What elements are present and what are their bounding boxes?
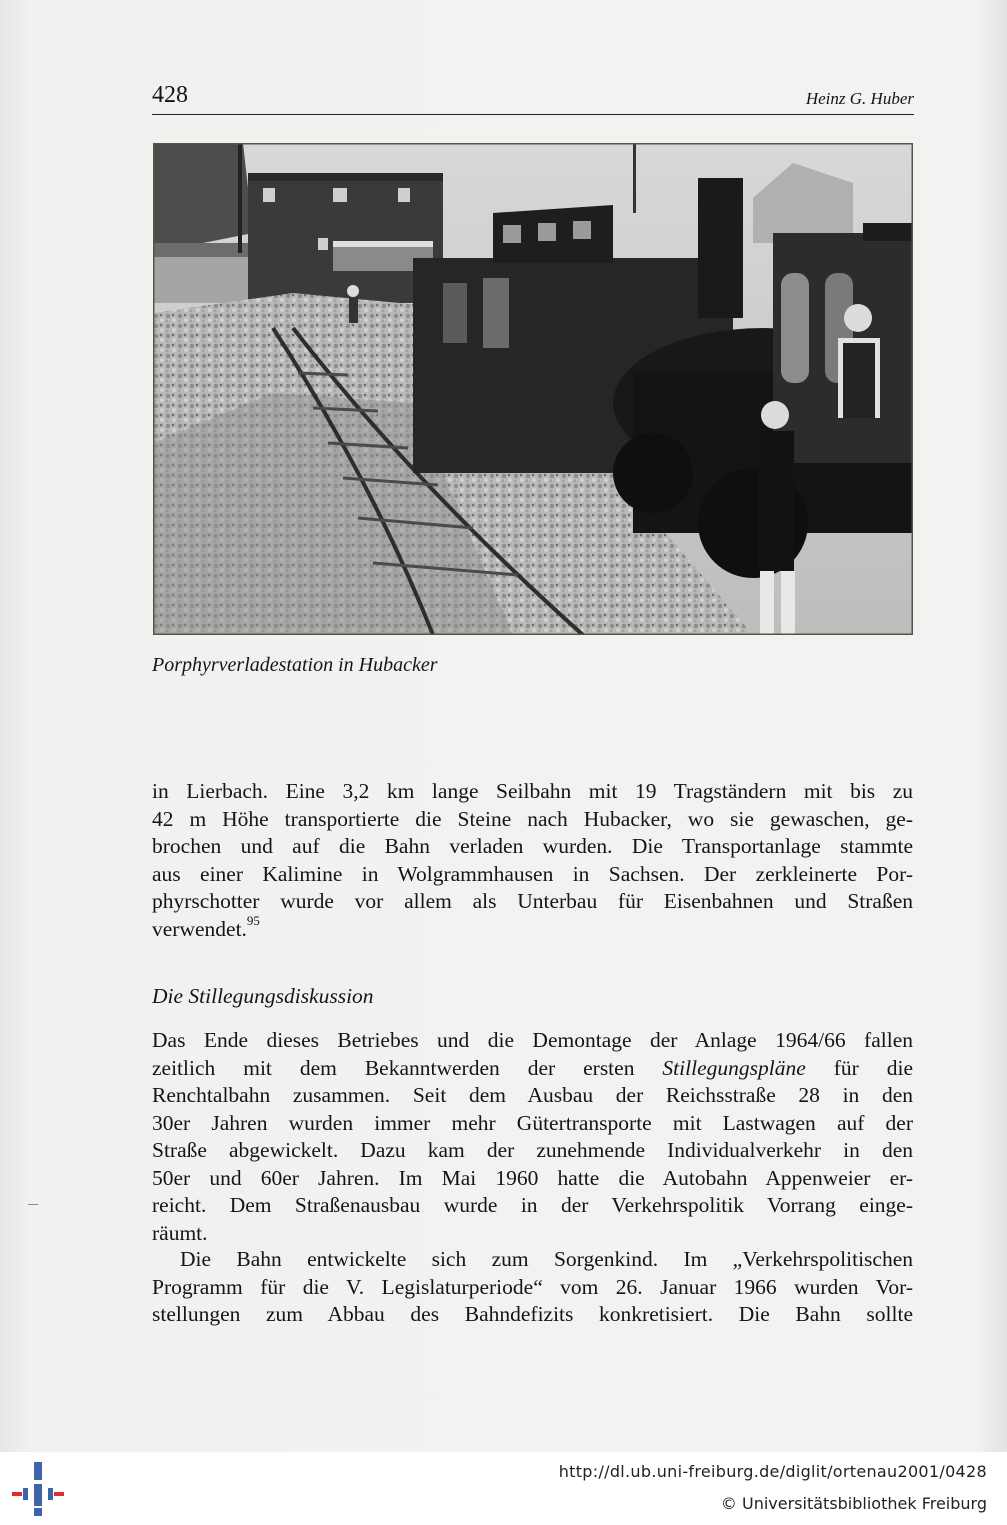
paragraph-3 — [152, 1246, 913, 1329]
text-line: Renchtalbahn zusammen. Seit dem Ausbau der Reichsstraße 28 in den — [152, 1083, 913, 1107]
text-line: reicht. Dem Straßenausbau wurde in der Verkehrspolitik Vorrang einge- — [152, 1193, 913, 1217]
text-line: brochen und auf die Bahn verladen wurden. Die Transportanlage stammte — [152, 834, 913, 858]
text-line: stellungen zum Abbau des Bahndefizits konkretisiert. Die Bahn sollte — [152, 1302, 913, 1326]
running-head-author: Heinz G. Huber — [805, 89, 914, 108]
text-line: 30er Jahren wurden immer mehr Gütertransporte mit Lastwagen auf der — [152, 1110, 913, 1135]
figure-caption: Porphyrverladestation in Hubacker — [152, 654, 438, 676]
text-line: 42 m Höhe transportierte die Steine nach Hubacker, wo sie gewaschen, ge- — [152, 806, 913, 831]
text-line: Programm für die V. Legislaturperiode“ vom 26. Januar 1966 wurden Vor- — [152, 1274, 913, 1299]
emphasized-term: Stillegungspläne — [662, 1055, 806, 1080]
footnote-reference[interactable]: 95 — [246, 913, 260, 929]
paragraph-1 — [152, 778, 913, 943]
text-segment: für die — [805, 1055, 913, 1080]
library-logo-icon — [12, 1460, 64, 1518]
text-line — [152, 913, 913, 944]
text-segment: zeitlich mit dem Bekanntwerden der ersten — [152, 1055, 663, 1080]
section-heading: Die Stillegungsdiskussion — [152, 984, 374, 1008]
page-number: 428 — [152, 82, 188, 108]
text-line: 50er und 60er Jahren. Im Mai 1960 hatte die Autobahn Appenweier er- — [152, 1165, 913, 1190]
text-line: phyrschotter wurde vor allem als Unterbau für Eisenbahnen und Straßen — [152, 889, 913, 913]
copyright-notice: © Universitätsbibliothek Freiburg — [720, 1494, 987, 1513]
page-header — [152, 80, 914, 115]
text-line: in Lierbach. Eine 3,2 km lange Seilbahn mit 19 Tragständern mit bis zu — [152, 779, 913, 803]
text-line: aus einer Kalimine in Wolgrammhausen in Sachsen. Der zerkleinerte Por- — [152, 861, 913, 886]
text-line-content: verwendet. — [152, 916, 247, 941]
viewer-footer — [0, 1452, 1007, 1525]
margin-mark — [28, 1204, 38, 1205]
source-url-link[interactable]: http://dl.ub.uni-freiburg.de/diglit/ortenau2001/0428 — [558, 1462, 987, 1481]
text-line: Die Bahn entwickelte sich zum Sorgenkind. Im „Verkehrspolitischen — [180, 1247, 913, 1271]
text-line: räumt. — [152, 1220, 208, 1245]
text-line — [152, 1055, 913, 1083]
text-line: Straße abgewickelt. Dazu kam der zunehmende Individualverkehr in den — [152, 1138, 913, 1162]
paragraph-2 — [152, 1027, 913, 1247]
historic-photo-railway-loading-station — [153, 143, 913, 635]
text-line: Das Ende dieses Betriebes und die Demontage der Anlage 1964/66 fallen — [152, 1028, 913, 1052]
